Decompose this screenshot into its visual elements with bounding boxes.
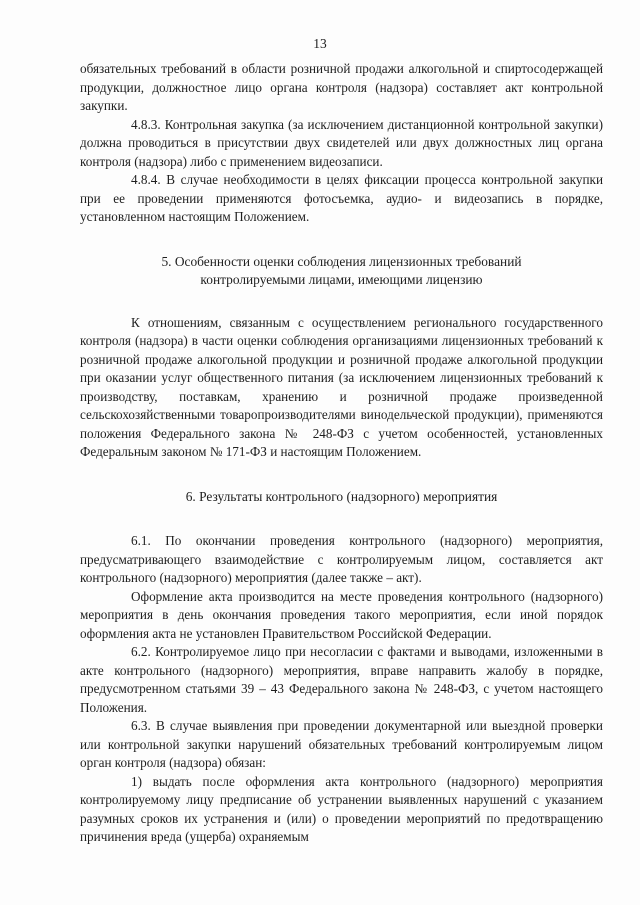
page-number: 13 [313,36,327,51]
section-6-title: 6. Результаты контрольного (надзорного) мероприятия [185,488,498,504]
section-5-title-line-1: 5. Особенности оценки соблюдения лицензионных требований [161,253,522,269]
paragraph-6-3-item-1: 1) выдать после оформления акта контрольного (надзорного) мероприятия контролируемому лицу предписание об устранении выявленных нарушений с указанием разумных сроков их устранения и (или) о проведении мероприятий по предотвращению причинения вреда (ущерба) охраняемым [80,773,603,844]
paragraph-continuation: обязательных требований в области розничной продажи алкогольной и спиртосодержащей продукции, должностное лицо органа контроля (надзора) составляет акт контрольной закупки. [80,61,603,113]
paragraph-4-8-4: 4.8.4. В случае необходимости в целях фиксации процесса контрольной закупки при ее проведении применяются фотосъемка, аудио- и видеозапись в порядке, установленном настоящим Положением. [80,172,603,224]
section-5-title-line-2: контролируемыми лицами, имеющими лицензию [200,272,483,287]
document-body [80,60,603,847]
section-5-heading [80,253,603,290]
paragraph-4-8-3: 4.8.3. Контрольная закупка (за исключением дистанционной контрольной закупки) должна проводиться в присутствии двух свидетелей или двух должностных лиц органа контроля (надзора) либо с применением видеозаписи. [80,116,603,169]
paragraph-6-3: 6.3. В случае выявления при проведении документарной или выездной проверки или контрольной закупки нарушений обязательных требований контролируемым лицом орган контроля (надзора) обязан: [80,718,603,770]
paragraph-6-2: 6.2. Контролируемое лицо при несогласии с фактами и выводами, изложенными в акте контрольного (надзорного) мероприятия, вправе направить жалобу в порядке, предусмотренном статьями 39 – 43 Федерального закона № 248-ФЗ, с учетом настоящего Положения. [80,644,603,715]
paragraph-6-1-b: Оформление акта производится на месте проведения контрольного (надзорного) мероприятия в день окончания проведения такого мероприятия, если иной порядок оформления акта не установлен Правительством Российской Федерации. [80,588,603,641]
paragraph-5: К отношениям, связанным с осуществлением регионального государственного контроля (надзора) в части оценки соблюдения организациями лицензионных требований к розничной продаже алкогольной продукции и розничной продаже алкогольной продукции при оказании услуг общественного питания (за исключением лицензионных требований к производству, поставкам, хранению и розничной продаже произведенной сельскохозяйственными товаропроизводителями винодельческой продукции), применяются положения Федерального закона № 248-ФЗ с учетом особенностей, установленных Федеральным законом № 171-ФЗ и настоящим Положением. [80,314,603,459]
section-6-heading [80,488,603,507]
paragraph-6-1: 6.1. По окончании проведения контрольного (надзорного) мероприятия, предусматривающего взаимодействие с контролируемым лицом, составляется акт контрольного (надзорного) мероприятия (далее также – акт). [80,533,603,585]
